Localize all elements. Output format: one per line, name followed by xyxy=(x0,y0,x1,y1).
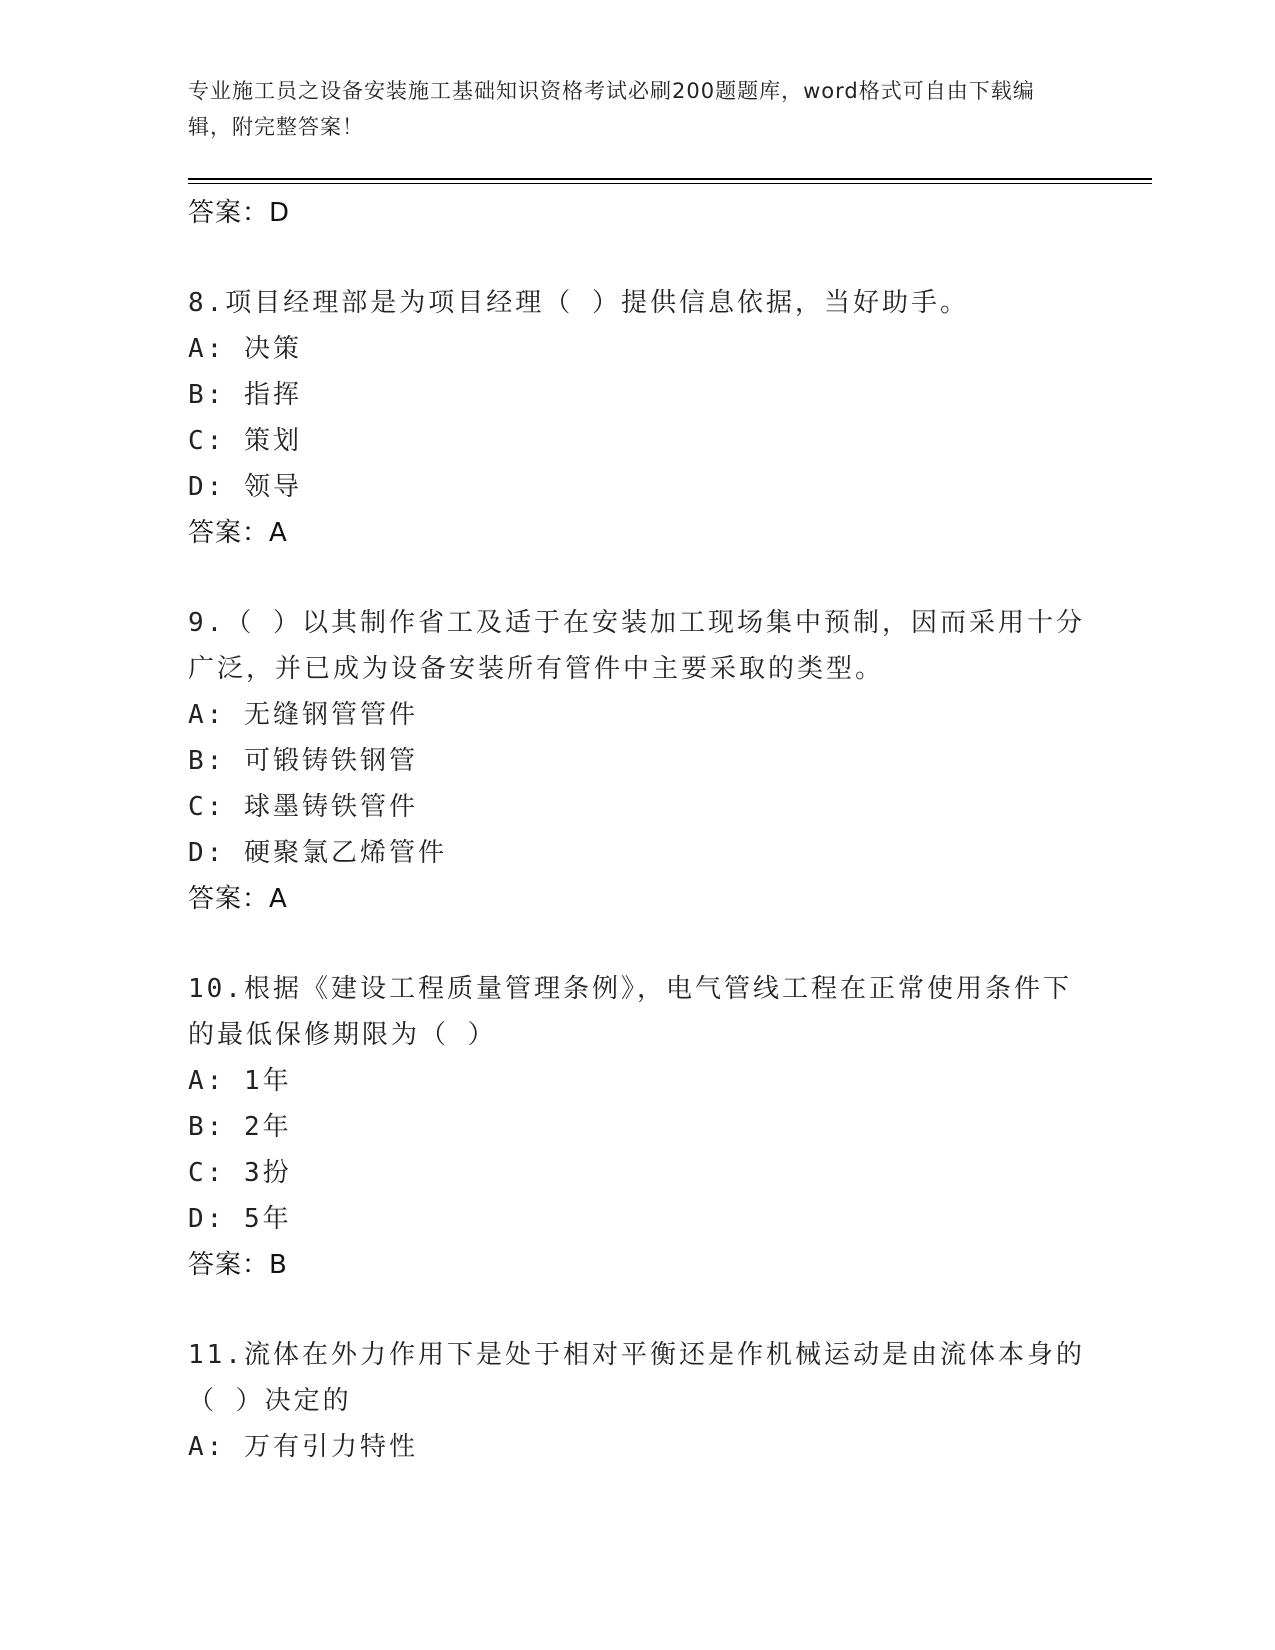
question-10 xyxy=(188,966,1088,1288)
question-stem: 11.流体在外力作用下是处于相对平衡还是作机械运动是由流体本身的（ ）决定的 xyxy=(188,1340,1085,1416)
question-11 xyxy=(188,1332,1088,1470)
option-d: D: 硬聚氯乙烯管件 xyxy=(188,838,447,868)
question-list xyxy=(188,190,1088,1470)
question-stem: 10.根据《建设工程质量管理条例》，电气管线工程在正常使用条件下的最低保修期限为（ ） xyxy=(188,974,1072,1050)
option-a: A: 万有引力特性 xyxy=(188,1432,418,1462)
option-a: A: 决策 xyxy=(188,334,302,364)
option-c: C: 3扮 xyxy=(188,1158,292,1188)
option-a: A: 1年 xyxy=(188,1066,292,1096)
option-d: D: 5年 xyxy=(188,1204,292,1234)
answer-line: 答案：D xyxy=(188,198,291,228)
answer-line: 答案：A xyxy=(188,884,288,914)
option-a: A: 无缝钢管管件 xyxy=(188,700,418,730)
document-header: 专业施工员之设备安装施工基础知识资格考试必刷200题题库，word格式可自由下载编辑，附完整答案！ xyxy=(188,79,1035,139)
question-9 xyxy=(188,600,1088,922)
option-c: C: 策划 xyxy=(188,426,302,456)
option-b: B: 可锻铸铁钢管 xyxy=(188,746,418,776)
question-stem: 8.项目经理部是为项目经理（ ）提供信息依据，当好助手。 xyxy=(188,288,969,318)
option-b: B: 指挥 xyxy=(188,380,302,410)
header-rule-thin xyxy=(188,183,1152,184)
answer-line: 答案：B xyxy=(188,1250,288,1280)
question-stem: 9.（ ）以其制作省工及适于在安装加工现场集中预制，因而采用十分广泛，并已成为设备安装所有管件中主要采取的类型。 xyxy=(188,608,1085,684)
question-8 xyxy=(188,280,1088,556)
option-c: C: 球墨铸铁管件 xyxy=(188,792,418,822)
answer-line: 答案：A xyxy=(188,518,288,548)
option-d: D: 领导 xyxy=(188,472,302,502)
header-rule-thick xyxy=(188,178,1152,180)
option-b: B: 2年 xyxy=(188,1112,292,1142)
